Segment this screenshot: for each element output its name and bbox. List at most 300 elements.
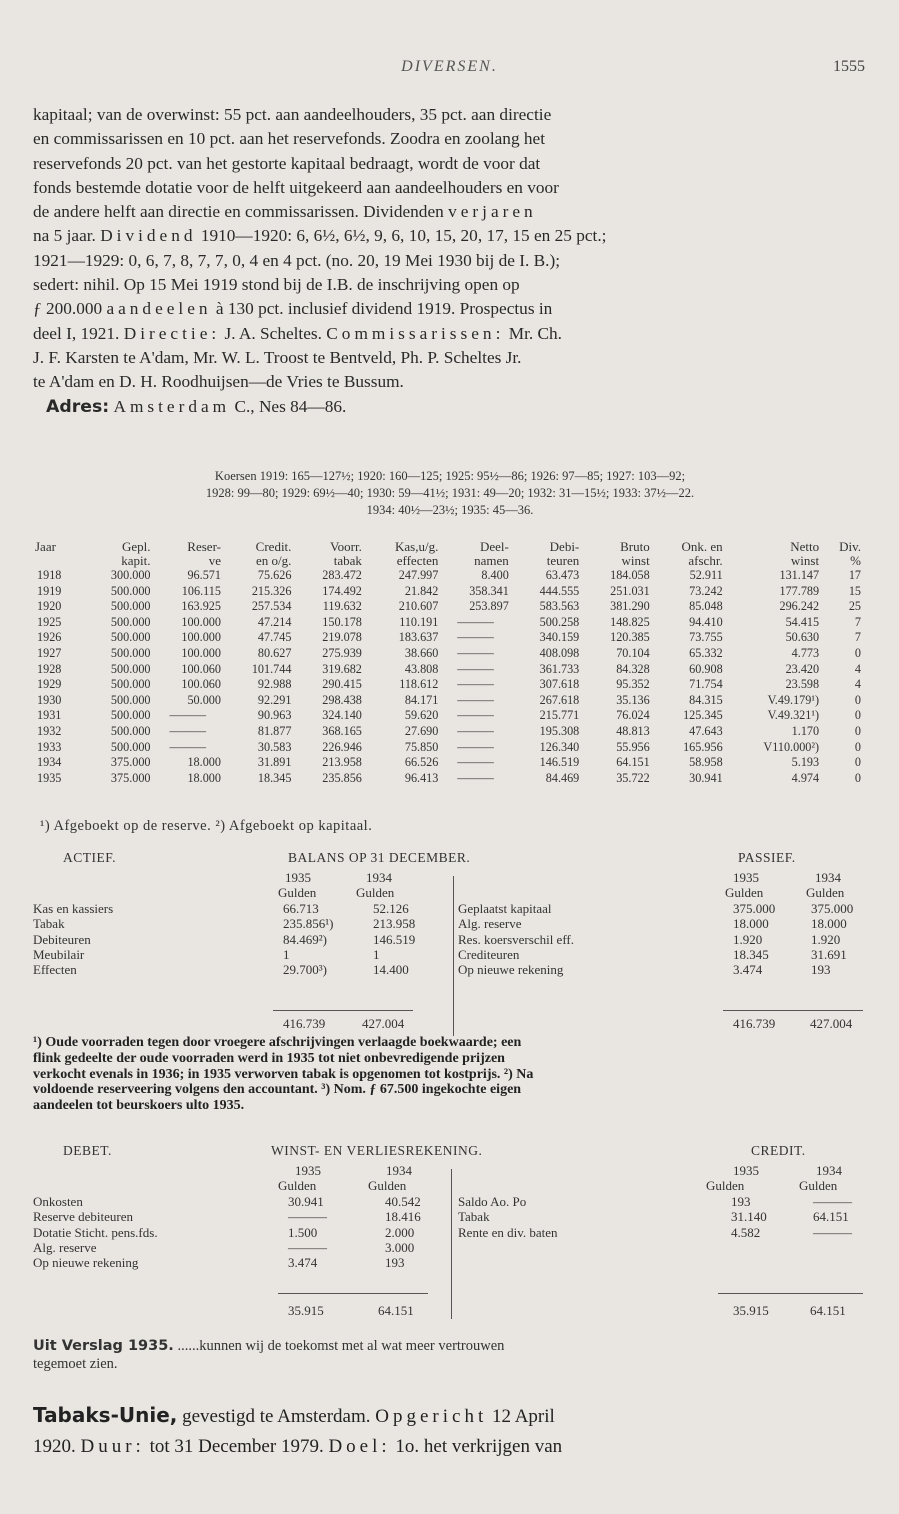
table-cell: 80.627	[257, 645, 292, 660]
table-cell: 148.825	[610, 614, 650, 629]
ledger-row	[33, 1225, 867, 1240]
column-subheader: tabak	[333, 553, 362, 568]
intro-line	[33, 200, 867, 224]
balance-year-row	[33, 870, 867, 885]
table-cell: 70.104	[616, 645, 650, 660]
unie-line	[33, 1400, 867, 1432]
table-cell: 65.332	[689, 645, 723, 660]
year-cell: 1918	[37, 568, 62, 582]
table-cell: 59.620	[404, 708, 439, 723]
table-cell: 500.000	[110, 708, 151, 723]
balance-rows	[33, 901, 867, 978]
table-cell: 213.958	[322, 755, 362, 770]
table-cell: 4.773	[791, 645, 820, 660]
table-cell: 298.438	[322, 692, 362, 707]
year-1935: 1935	[733, 870, 759, 885]
table-cell: 92.988	[257, 677, 292, 692]
table-cell: 500.000	[110, 723, 151, 738]
column-subheader: winst	[621, 553, 650, 568]
table-cell: 18.000	[187, 770, 221, 785]
table-cell: 319.682	[322, 661, 362, 676]
table-cell: 324.140	[322, 708, 362, 723]
table-cell: 247.997	[398, 568, 439, 582]
table-cell: 4	[854, 677, 861, 692]
table-cell: ———	[457, 739, 494, 754]
table-cell: ———	[457, 630, 494, 645]
intro-line: kapitaal; van de overwinst: 55 pct. aan aandeelhouders, 35 pct. aan directie	[33, 105, 552, 124]
ledger-value: 3.474	[288, 1255, 318, 1271]
total-rule	[723, 1010, 863, 1011]
table-cell: 235.856	[322, 770, 362, 785]
table-cell: 7	[854, 614, 861, 629]
ledger-row	[33, 1255, 867, 1270]
ledger-label: Dotatie Sticht. pens.fds.	[33, 1224, 158, 1240]
table-cell: 15	[848, 583, 861, 598]
ledger-value: 213.958	[373, 916, 416, 932]
table-cell: 267.618	[539, 692, 580, 707]
table-cell: ———	[457, 677, 494, 692]
table-cell: 95.352	[616, 677, 650, 692]
column-header: Credit.	[255, 539, 292, 554]
unit-label: Gulden	[368, 1178, 407, 1194]
verslag-block	[33, 1337, 504, 1373]
intro-line-text: de andere helft aan directie en commissarissen. Dividenden	[33, 202, 444, 222]
note-line: aandeelen tot beurskoers ulto 1935.	[33, 1098, 245, 1114]
table-cell: 300.000	[110, 568, 151, 582]
right-total-1934: 427.004	[810, 1016, 853, 1031]
opgericht-date: 12 April	[492, 1406, 555, 1427]
column-subheader: kapit.	[121, 553, 151, 568]
table-cell: 165.956	[683, 739, 723, 754]
table-cell: 500.000	[110, 630, 151, 645]
column-header: Bruto	[620, 539, 650, 554]
table-cell: 131.147	[779, 568, 820, 582]
table-cell: 183.637	[398, 630, 439, 645]
table-cell: 110.191	[399, 614, 439, 629]
ledger-value: 3.474	[733, 962, 763, 978]
ledger-value: 1	[283, 946, 290, 962]
table-cell: 120.385	[610, 630, 650, 645]
table-cell: 219.078	[322, 630, 362, 645]
table-cell: 47.643	[689, 723, 723, 738]
table-row	[33, 615, 863, 631]
table-cell: 18.000	[187, 755, 221, 770]
table-row	[33, 740, 863, 756]
table-cell: 55.956	[616, 739, 650, 754]
intro-paragraph	[33, 103, 867, 419]
table-cell: 23.598	[785, 677, 820, 692]
balance-total-row	[33, 1016, 867, 1032]
column-subheader: winst	[790, 553, 820, 568]
table-cell: 375.000	[110, 755, 151, 770]
year-cell: 1933	[37, 739, 62, 754]
table-footnote: ¹) Afgeboekt op de reserve. ²) Afgeboekt op kapitaal.	[40, 818, 373, 834]
table-cell: 47.745	[257, 630, 292, 645]
column-header: Reser-	[187, 539, 221, 554]
ledger-value: ———	[813, 1193, 852, 1209]
table-cell: 66.526	[404, 755, 439, 770]
table-cell: 500.000	[110, 661, 151, 676]
table-row	[33, 755, 863, 771]
ledger-value: 64.151	[813, 1209, 849, 1225]
table-row	[33, 630, 863, 646]
balance-left-title: ACTIEF.	[63, 850, 117, 865]
table-cell: 125.345	[683, 708, 723, 723]
table-cell: 75.850	[404, 739, 439, 754]
ledger-label: Effecten	[33, 962, 77, 978]
table-cell: 76.024	[616, 708, 650, 723]
dividend-label: Dividend	[100, 226, 197, 246]
column-subheader: namen	[474, 553, 509, 568]
table-cell: 226.946	[322, 739, 362, 754]
table-cell: ———	[457, 692, 494, 707]
left-total-1934: 427.004	[362, 1016, 405, 1031]
table-cell: 90.963	[257, 708, 292, 723]
ledger-label: Alg. reserve	[33, 1239, 97, 1255]
column-subheader: afschr.	[688, 553, 723, 568]
column-header: Onk. en	[681, 539, 723, 554]
table-cell: 73.242	[689, 583, 723, 598]
pl-right-title: CREDIT.	[751, 1143, 806, 1158]
table-cell: 73.755	[689, 630, 723, 645]
ledger-value: 66.713	[283, 900, 319, 916]
pl-columns	[33, 1163, 867, 1303]
table-cell: 375.000	[110, 770, 151, 785]
table-cell: 7	[854, 630, 861, 645]
ledger-label: Debiteuren	[33, 931, 91, 947]
ledger-value: 14.400	[373, 962, 409, 978]
intro-line: J. F. Karsten te A'dam, Mr. W. L. Troost te Bentveld, Ph. P. Scheltes Jr.	[33, 347, 522, 367]
table-cell: 100.000	[181, 645, 221, 660]
year-cell: 1925	[37, 614, 62, 629]
page-header	[0, 58, 899, 80]
table-cell: 58.958	[689, 755, 723, 770]
ledger-value: 18.345	[733, 946, 769, 962]
intro-line-text: ƒ 200.000	[33, 299, 103, 319]
table-cell: 253.897	[469, 599, 509, 614]
table-cell: 500.000	[110, 614, 151, 629]
table-cell: 52.911	[689, 568, 723, 582]
intro-line: en commissarissen en 10 pct. aan het reservefonds. Zoodra en zoolang het	[33, 129, 546, 149]
table-cell: 500.000	[110, 739, 151, 754]
ledger-row	[33, 916, 867, 931]
table-cell: 215.771	[539, 708, 580, 723]
right-total-1935: 416.739	[733, 1016, 776, 1031]
profit-loss-account	[33, 1143, 867, 1318]
koersen-line: Koersen 1919: 165—127½; 1920: 160—125; 1925: 95½—86; 1926: 97—85; 1927: 103—92;	[214, 469, 686, 483]
table-cell: 358.341	[469, 583, 509, 598]
table-body	[33, 568, 863, 786]
ledger-value: 375.000	[811, 900, 854, 916]
table-cell: 307.618	[539, 677, 580, 692]
adres-rest: C., Nes 84—86.	[234, 396, 347, 416]
table-cell: 174.492	[322, 583, 362, 598]
aandeelen-text: à 130 pct. inclusief dividend 1919. Prospectus in	[215, 299, 553, 319]
ledger-value: 4.582	[731, 1224, 761, 1240]
balance-divider	[453, 876, 454, 1036]
ledger-label: Res. koersverschil eff.	[458, 931, 575, 947]
verjaren-label: verjaren	[448, 202, 537, 222]
table-cell: 106.115	[181, 583, 221, 598]
year-cell: 1928	[37, 661, 62, 676]
column-subheader: teuren	[546, 553, 580, 568]
table-cell: 500.000	[110, 645, 151, 660]
koersen-line: 1928: 99—80; 1929: 69½—40; 1930: 59—41½; 1931: 49—20; 1932: 31—15½; 1933: 37½—22.	[205, 486, 695, 500]
column-header: Jaar	[35, 539, 56, 554]
table-row	[33, 646, 863, 662]
ledger-value: 193	[731, 1193, 751, 1209]
note-line: verkocht evenals in 1936; in 1935 verworven tabak is opgenomen tot kostprijs. ²) Na	[33, 1066, 534, 1082]
adres-label: Adres:	[45, 396, 110, 417]
ledger-value: 1.920	[811, 931, 841, 947]
note-line: flink gedeelte der oude voorraden werd in 1935 tot niet onbevredigende prijzen	[33, 1050, 505, 1066]
table-cell: 381.290	[610, 599, 650, 614]
table-cell: 18.345	[257, 770, 292, 785]
aandeelen-label: aandeelen	[106, 299, 212, 319]
table-cell: 150.178	[322, 614, 362, 629]
ledger-value: 84.469²)	[283, 931, 327, 947]
table-cell: 0	[854, 708, 861, 723]
column-header: Kas,u/g.	[395, 539, 439, 554]
table-cell: 71.754	[689, 677, 723, 692]
ledger-label: Saldo Ao. Po	[458, 1193, 527, 1209]
pl-year-row	[33, 1163, 867, 1178]
verslag-label: Uit Verslag 1935.	[33, 1338, 174, 1354]
table-cell: 81.877	[257, 723, 292, 738]
unit-label: Gulden	[278, 1178, 317, 1194]
table-cell: 85.048	[689, 599, 723, 614]
table-cell: 47.214	[257, 614, 292, 629]
unit-label: Gulden	[278, 885, 317, 901]
year-cell: 1919	[37, 583, 62, 598]
table-cell: 8.400	[481, 568, 509, 582]
ledger-value: 52.126	[373, 900, 409, 916]
koersen-line: 1934: 40½—23½; 1935: 45—36.	[366, 503, 534, 517]
dividend-text: 1910—1920: 6, 6½, 6½, 9, 6, 10, 15, 20, 17, 15 en 25 pct.;	[200, 226, 607, 246]
note-line: voldoende reserveering volgens den accountant. ³) Nom. ƒ 67.500 ingekochte eigen	[33, 1082, 522, 1098]
pl-titles	[33, 1143, 867, 1163]
table-row	[33, 599, 863, 615]
table-cell: 215.326	[251, 583, 292, 598]
ledger-value: 31.691	[811, 946, 847, 962]
pl-total-row	[33, 1303, 867, 1319]
ledger-label: Kas en kassiers	[33, 900, 114, 916]
ledger-label: Reserve debiteuren	[33, 1209, 133, 1225]
ledger-row	[33, 1194, 867, 1209]
ledger-value: ———	[813, 1224, 852, 1240]
table-row	[33, 677, 863, 693]
column-header: Deel-	[479, 539, 509, 554]
year-cell: 1932	[37, 723, 62, 738]
ledger-label: Onkosten	[33, 1193, 83, 1209]
year-cell: 1920	[37, 599, 62, 614]
table-cell: 0	[854, 723, 861, 738]
table-cell: 50.000	[187, 692, 221, 707]
commissarissen-text: Mr. Ch.	[508, 323, 562, 343]
intro-line: sedert: nihil. Op 15 Mei 1919 stond bij de I.B. de inschrijving open op	[33, 275, 520, 295]
balance-sheet	[33, 850, 867, 1031]
table-cell: 96.413	[404, 770, 439, 785]
unit-label: Gulden	[799, 1178, 838, 1194]
table-cell: 101.744	[251, 661, 292, 676]
table-cell: 118.612	[399, 677, 439, 692]
table-cell: 21.842	[404, 583, 439, 598]
table-cell: 27.690	[404, 723, 439, 738]
year-1934: 1934	[816, 1163, 842, 1178]
adres-line	[33, 395, 867, 419]
table-cell: 177.789	[779, 583, 820, 598]
table-cell: 84.315	[689, 692, 723, 707]
column-subheader: ve	[208, 553, 221, 568]
table-cell: 500.000	[110, 692, 151, 707]
unit-label: Gulden	[725, 885, 764, 901]
table-cell: 23.420	[785, 661, 820, 676]
table-cell: ———	[457, 755, 494, 770]
table-cell: 0	[854, 692, 861, 707]
table-cell: 5.193	[791, 755, 820, 770]
ledger-value: 1.500	[288, 1224, 318, 1240]
commissarissen-label: Commissarissen:	[326, 323, 505, 343]
table-cell: 500.000	[110, 677, 151, 692]
total-rule	[273, 1010, 413, 1011]
table-cell: 84.469	[545, 770, 580, 785]
ledger-value: 193	[811, 962, 831, 978]
pl-left-title: DEBET.	[63, 1143, 112, 1158]
table-cell: 119.632	[322, 599, 362, 614]
balance-right-title: PASSIEF.	[738, 850, 796, 865]
ledger-label: Tabak	[33, 916, 65, 932]
total-rule	[278, 1293, 428, 1294]
column-subheader: effecten	[396, 553, 439, 568]
year-cell: 1931	[37, 708, 62, 723]
ledger-value: 31.140	[731, 1209, 767, 1225]
table-cell: 4	[854, 661, 861, 676]
column-subheader: en o/g.	[256, 553, 292, 568]
table-cell: 84.328	[616, 661, 650, 676]
pl-center-title: WINST- EN VERLIESREKENING.	[271, 1143, 483, 1158]
intro-line: fonds bestemde dotatie voor de helft uitgekeerd aan aandeelhouders en voor	[33, 177, 559, 197]
intro-line-text: deel I, 1921.	[33, 323, 120, 343]
ledger-row	[33, 962, 867, 977]
unie-line	[33, 1432, 867, 1462]
table-row	[33, 662, 863, 678]
pl-rows	[33, 1194, 867, 1271]
table-cell: 100.060	[181, 677, 221, 692]
table-cell: 54.415	[785, 614, 820, 629]
table-cell: 296.242	[779, 599, 820, 614]
table-cell: 63.473	[545, 568, 580, 582]
balance-titles	[33, 850, 867, 870]
table-cell: ———	[457, 645, 494, 660]
intro-line	[33, 297, 867, 321]
balance-unit-row	[33, 885, 867, 900]
ledger-value: 18.416	[385, 1209, 421, 1225]
column-header: Div.	[839, 539, 861, 554]
year-cell: 1934	[37, 755, 62, 770]
column-header: Netto	[790, 539, 820, 554]
ledger-row	[33, 1240, 867, 1255]
year-1935: 1935	[295, 1163, 321, 1178]
table-cell: 368.165	[322, 723, 362, 738]
table-cell: 38.660	[404, 645, 439, 660]
verslag-text: ......kunnen wij de toekomst met al wat meer vertrouwen	[177, 1338, 505, 1354]
unie-location: gevestigd te Amsterdam.	[182, 1406, 371, 1427]
page-number: 1555	[833, 58, 865, 75]
table-cell: 35.722	[616, 770, 650, 785]
ledger-value: 1	[373, 946, 380, 962]
directie-label: Directie:	[123, 323, 221, 343]
ledger-value: 18.000	[733, 916, 769, 932]
table-cell: ———	[169, 723, 207, 738]
total-rule	[718, 1293, 863, 1294]
table-cell: 60.908	[689, 661, 723, 676]
table-cell: ———	[457, 614, 494, 629]
duur-label: Duur:	[80, 1436, 145, 1457]
table-cell: ———	[457, 661, 494, 676]
ledger-value: ———	[288, 1239, 327, 1255]
table-cell: 94.410	[689, 614, 723, 629]
ledger-value: 3.000	[385, 1239, 415, 1255]
adres-city: Amsterdam	[113, 396, 231, 416]
ledger-value: 193	[385, 1255, 405, 1271]
table-cell: 25	[848, 599, 861, 614]
intro-line	[33, 322, 867, 346]
directie-text: J. A. Scheltes.	[224, 323, 322, 343]
table-cell: 43.808	[404, 661, 439, 676]
table-cell: V.49.179¹)	[767, 692, 820, 707]
table-cell: 210.607	[398, 599, 439, 614]
table-cell: 4.974	[791, 770, 820, 785]
table-header-row	[33, 554, 863, 568]
intro-line: te A'dam en D. H. Roodhuijsen—de Vries te Bussum.	[33, 372, 404, 392]
ledger-value: 375.000	[733, 900, 776, 916]
table-row	[33, 771, 863, 787]
table-cell: ———	[169, 739, 207, 754]
table-cell: ———	[457, 723, 494, 738]
year-cell: 1930	[37, 692, 62, 707]
unit-label: Gulden	[806, 885, 845, 901]
table-cell: ———	[169, 708, 207, 723]
table-cell: 583.563	[539, 599, 580, 614]
table-cell: 100.000	[181, 630, 221, 645]
column-header: Debi-	[549, 539, 580, 554]
year-cell: 1926	[37, 630, 62, 645]
table-cell: 1.170	[791, 723, 820, 738]
column-header: Voorr.	[329, 539, 362, 554]
table-cell: 92.291	[257, 692, 292, 707]
table-cell: 0	[854, 770, 861, 785]
ledger-value: ———	[288, 1209, 327, 1225]
ledger-label: Meubilair	[33, 946, 85, 962]
table-cell: 126.340	[539, 739, 580, 754]
table-cell: 500.000	[110, 599, 151, 614]
ledger-value: 29.700³)	[283, 962, 327, 978]
balance-columns	[33, 870, 867, 1020]
table-cell: 100.000	[181, 614, 221, 629]
table-row	[33, 693, 863, 709]
table-cell: 340.159	[539, 630, 580, 645]
right-total-1934: 64.151	[810, 1303, 846, 1318]
table-row	[33, 584, 863, 600]
table-cell: 146.519	[539, 755, 580, 770]
table-cell: 30.583	[257, 739, 292, 754]
ledger-label: Crediteuren	[458, 946, 520, 962]
ledger-row	[33, 947, 867, 962]
intro-line-text: na 5 jaar.	[33, 226, 96, 246]
table-cell: 30.941	[689, 770, 723, 785]
financial-table	[33, 540, 863, 786]
doel-label: Doel:	[328, 1436, 391, 1457]
